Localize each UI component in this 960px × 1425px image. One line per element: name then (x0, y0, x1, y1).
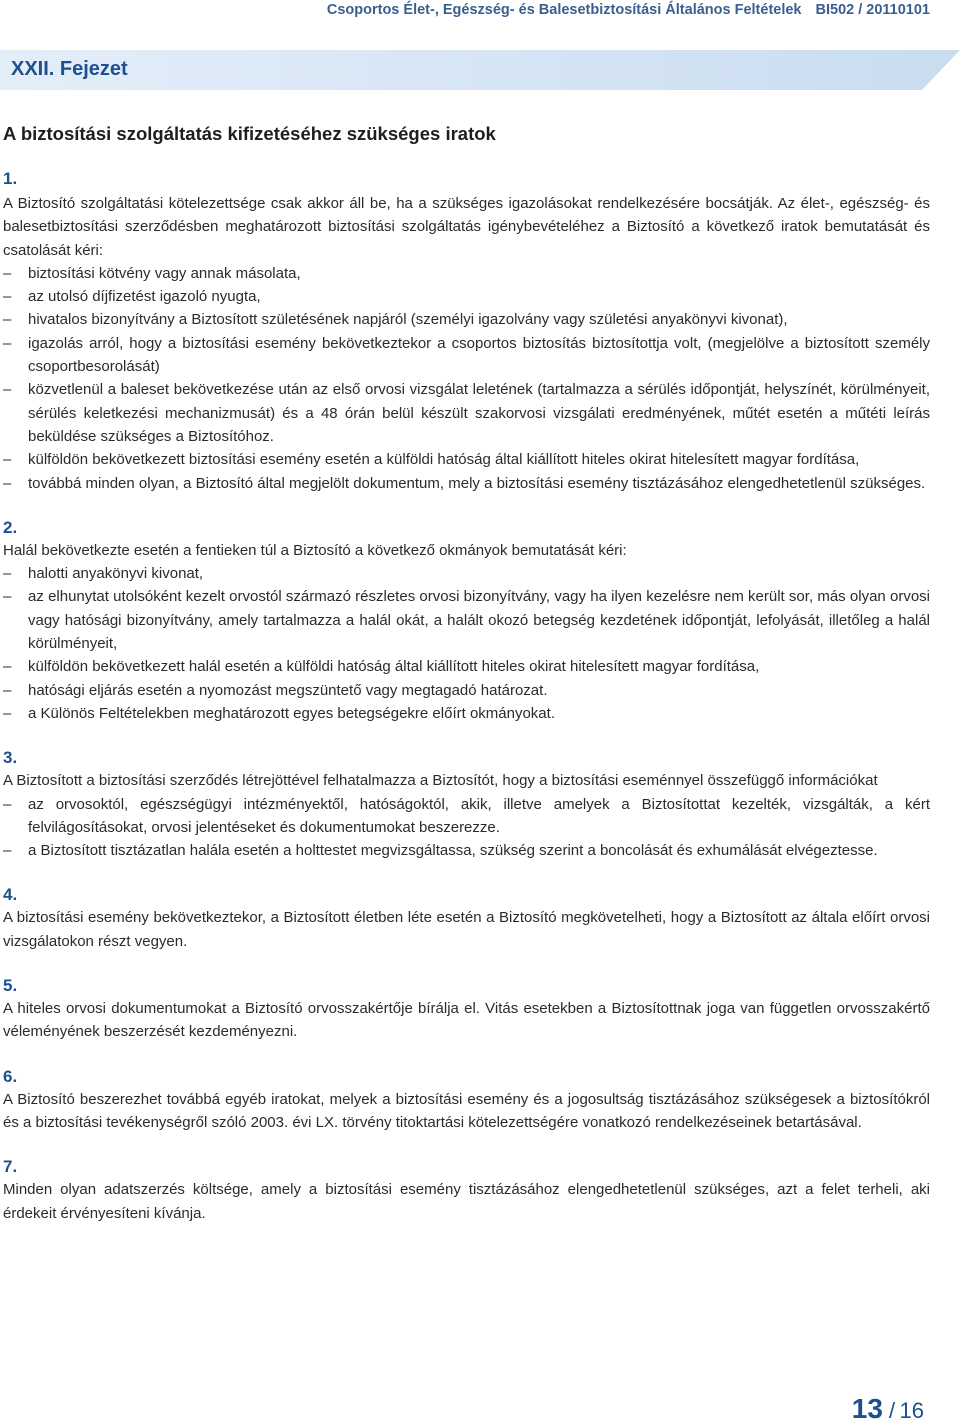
section-number: 7. (3, 1157, 18, 1177)
requirement-list (3, 562, 930, 725)
section-number: 2. (3, 517, 18, 537)
list-item-text: külföldön bekövetkezett biztosítási esemény esetén a külföldi hatóság által kiállított hiteles okirat hitelesített magyar fordítása, (28, 451, 860, 469)
list-item (3, 332, 930, 379)
dash-bullet-icon: – (3, 658, 12, 676)
page-number (852, 1393, 924, 1425)
list-item-text: a Biztosított tisztázatlan halála esetén a holttestet megvizsgáltassa, szükség szerint a boncolását és exhumálását elvégeztesse. (28, 842, 878, 860)
dash-bullet-icon: – (3, 474, 12, 492)
header-title: Csoportos Élet-, Egészség- és Balesetbiztosítási Általános Feltételek (326, 2, 802, 18)
dash-bullet-icon: – (3, 795, 12, 813)
dash-bullet-icon: – (3, 288, 12, 306)
section-6 (3, 1066, 930, 1135)
page-current: 13 (851, 1393, 883, 1424)
dash-bullet-icon: – (3, 334, 12, 352)
list-item (3, 839, 930, 862)
list-item-text: az elhunytat utolsóként kezelt orvostól származó részletes orvosi bizonyítvány, vagy ha ilyen kezelésre nem került sor, más olyan orvosi vagy hatósági bizonyítvány, amely tartalmazza a halál okát, a halált okozó betegség kezdetének időpontját, lefolyását, illetőleg a halál körülményeit, (28, 588, 930, 653)
section-number: 4. (3, 885, 18, 905)
dash-bullet-icon: – (3, 451, 12, 469)
dash-bullet-icon: – (3, 588, 12, 606)
section-text: A Biztosító beszerezhet továbbá egyéb iratokat, melyek a biztosítási esemény és a jogosultság tisztázásához szükségesek a biztosítókról és a biztosítási tevékenységről szóló 2003. évi LX. törvény titoktartási kötelezettségére vonatkozó rendelkezéseinek betartásával. (3, 1090, 930, 1131)
section-number: 5. (3, 976, 18, 996)
list-item-text: biztosítási kötvény vagy annak másolata, (28, 264, 301, 282)
list-item (3, 472, 930, 495)
list-item (3, 262, 930, 285)
section-text: Halál bekövetkezte esetén a fentieken túl a Biztosító a következő okmányok bemutatását kéri: (3, 541, 627, 559)
list-item (3, 448, 930, 471)
section-5 (3, 975, 930, 1044)
dash-bullet-icon: – (3, 565, 12, 583)
list-item (3, 679, 930, 702)
list-item-text: hatósági eljárás esetén a nyomozást megszüntető vagy megtagadó határozat. (28, 681, 548, 699)
list-item-text: a Különös Feltételekben meghatározott egyes betegségekre előírt okmányokat. (28, 704, 555, 722)
list-item (3, 285, 930, 308)
page-total: 16 (899, 1398, 924, 1423)
chapter-bar (0, 50, 960, 90)
list-item-text: továbbá minden olyan, a Biztosító által megjelölt dokumentum, mely a biztosítási esemény tisztázásához elengedhetetlenül szükséges. (28, 474, 926, 492)
section-2 (3, 517, 930, 725)
chapter-bar-shape (0, 50, 960, 90)
list-item-text: az utolsó díjfizetést igazoló nyugta, (28, 288, 261, 306)
list-item-text: külföldön bekövetkezett halál esetén a külföldi hatóság által kiállított hiteles okirat hitelesített magyar fordítása, (28, 658, 760, 676)
list-item-text: közvetlenül a baleset bekövetkezése után az első orvosi vizsgálat leletének (tartalmazza a sérülés időpontját, helyszínét, körülményeit, sérülés keletkezési mechanizmusát) és a 48 órán belül készült szakorvosi vizsgálati eredményének, műtét esetén a műtéti leírás beküldése szükséges a Biztosítóhoz. (28, 381, 930, 445)
section-7 (3, 1156, 930, 1225)
section-text: A Biztosító szolgáltatási kötelezettsége csak akkor áll be, ha a szükséges igazolásokat rendelkezésére bocsátják. Az élet-, egészség- és balesetbiztosítási szerződésben meghatározott biztosítási szolgáltatás igénybevételéhez a Biztosító a következő iratok bemutatását és csatolását kéri: (3, 195, 930, 259)
list-item-text: halotti anyakönyvi kivonat, (28, 565, 204, 583)
document-body (3, 168, 930, 1247)
list-item (3, 793, 930, 840)
section-1 (3, 168, 930, 495)
list-item (3, 585, 930, 655)
page-header (327, 2, 930, 18)
section-3 (3, 747, 930, 862)
chapter-title: XXII. Fejezet (11, 58, 128, 80)
document-code: BI502 / 20110101 (815, 2, 930, 18)
section-number: 1. (3, 169, 18, 188)
dash-bullet-icon: – (3, 704, 12, 722)
section-text: A biztosítási esemény bekövetkeztekor, a Biztosított életben léte esetén a Biztosító megkövetelheti, hogy a Biztosított az általa előírt orvosi vizsgálatokon részt vegyen. (3, 909, 930, 950)
dash-bullet-icon: – (3, 842, 12, 860)
list-item-text: az orvosoktól, egészségügyi intézményektől, hatóságoktól, akik, illetve amelyek a Biztosítottat kezelték, vizsgálták, a kért felvilágosításokat, orvosi jelentéseket és dokumentumokat beszerezze. (28, 795, 930, 836)
list-item-text: igazolás arról, hogy a biztosítási esemény bekövetkeztekor a csoportos biztosítás biztosítottja volt, (megjelölve a biztosított személy csoportbesorolását) (28, 334, 930, 376)
page-separator: / (888, 1398, 896, 1423)
requirement-list (3, 793, 930, 863)
list-item (3, 308, 930, 331)
dash-bullet-icon: – (3, 681, 12, 699)
dash-bullet-icon: – (3, 264, 12, 282)
dash-bullet-icon: – (3, 381, 12, 399)
section-text: Minden olyan adatszerzés költsége, amely a biztosítási esemény tisztázásához elengedhetetlenül szükséges, azt a felet terheli, aki érdekeit érvényesíteni kívánja. (3, 1181, 930, 1222)
section-text: A Biztosított a biztosítási szerződés létrejöttével felhatalmazza a Biztosítót, hogy a biztosítási eseménnyel összefüggő információkat (3, 772, 878, 790)
list-item (3, 378, 930, 448)
section-number: 3. (3, 748, 18, 768)
requirement-list (3, 262, 930, 495)
list-item (3, 562, 930, 585)
section-text: A hiteles orvosi dokumentumokat a Biztosító orvosszakértője bírálja el. Vitás esetekben a Biztosítottnak joga van független orvosszakértő véleményének beszerzését kezdeményezni. (3, 1000, 930, 1041)
document-title: A biztosítási szolgáltatás kifizetéséhez szükséges iratok (3, 123, 496, 144)
section-4 (3, 884, 930, 953)
section-number: 6. (3, 1066, 18, 1086)
list-item-text: hivatalos bizonyítvány a Biztosított születésének napjáról (személyi igazolvány vagy születési anyakönyvi kivonat), (28, 311, 788, 329)
dash-bullet-icon: – (3, 311, 12, 329)
list-item (3, 655, 930, 678)
list-item (3, 702, 930, 725)
